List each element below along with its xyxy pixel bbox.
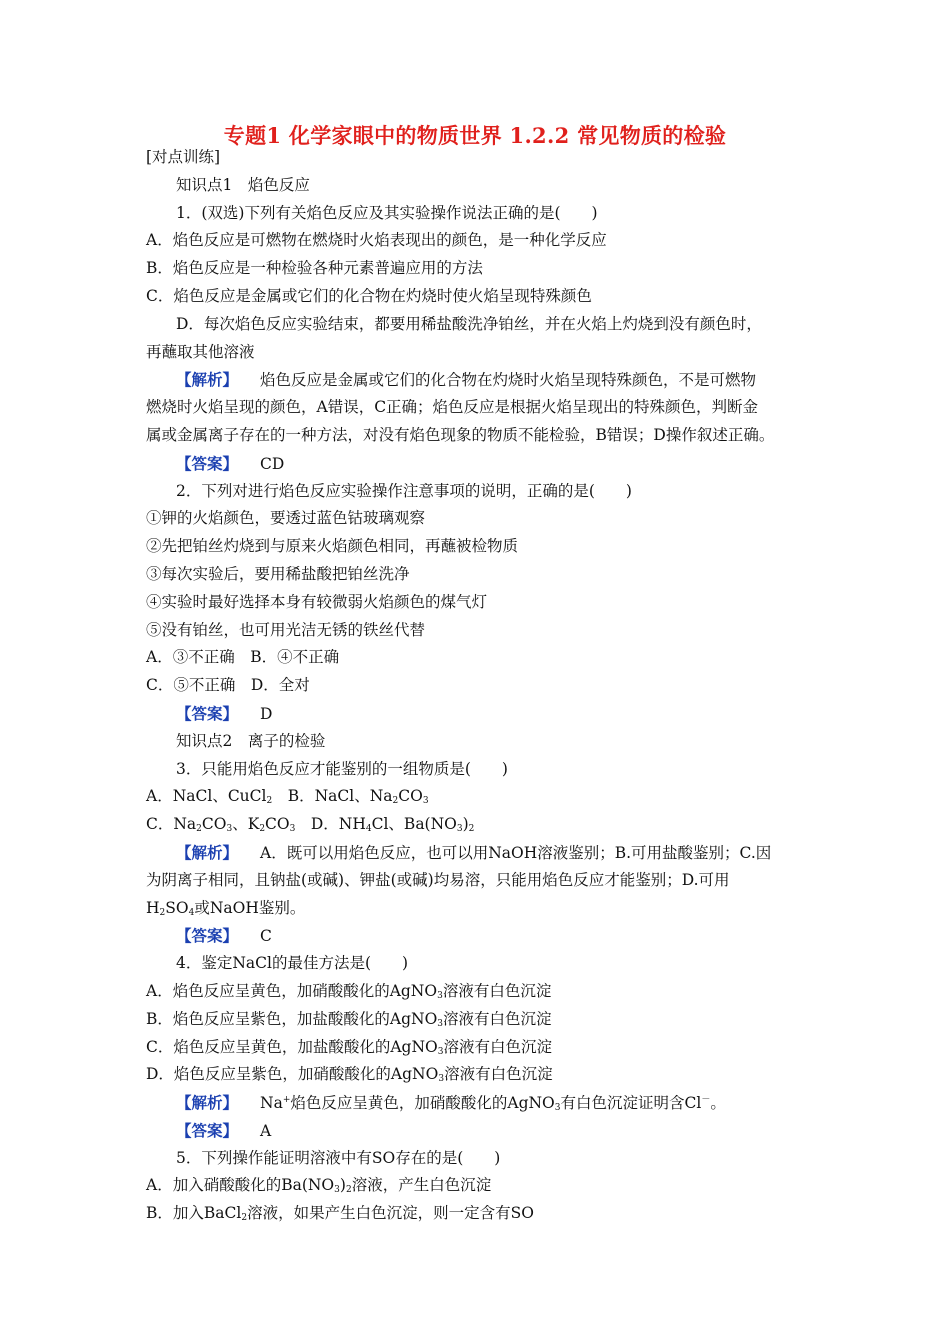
- q1-analysis: 【解析】 焰色反应是金属或它们的化合物在灼烧时火焰呈现特殊颜色，不是可燃物: [176, 370, 757, 390]
- q1-option-d-cont: 再蘸取其他溶液: [146, 342, 255, 361]
- q1-option-a: A．焰色反应是可燃物在燃烧时火焰表现出的颜色，是一种化学反应: [146, 231, 607, 250]
- q1-option-b: B．焰色反应是一种检验各种元素普遍应用的方法: [146, 259, 483, 278]
- q4-option-d: D．焰色反应呈紫色，加硝酸酸化的AgNO$_3$溶液有白色沉淀: [146, 1065, 553, 1085]
- q2-item-2: ②先把铂丝灼烧到与原来火焰颜色相同，再蘸被检物质: [146, 537, 519, 556]
- q3-stem: 3．只能用焰色反应才能鉴别的一组物质是( ): [176, 759, 508, 778]
- q1-option-d: D．每次焰色反应实验结束，都要用稀盐酸洗净铂丝，并在火焰上灼烧到没有颜色时，: [176, 314, 762, 333]
- q2-item-3: ③每次实验后，要用稀盐酸把铂丝洗净: [146, 564, 410, 583]
- q2-options-ab: A．③不正确 B．④不正确: [146, 648, 340, 667]
- q2-answer: 【答案】 D: [176, 703, 273, 723]
- analysis-label: 【解析】: [176, 842, 239, 862]
- q2-item-4: ④实验时最好选择本身有较微弱火焰颜色的煤气灯: [146, 592, 488, 611]
- q3-analysis-cont-2: $H_2SO_4$或NaOH鉴别。: [146, 898, 306, 918]
- q4-answer: 【答案】 A: [176, 1120, 272, 1140]
- section-heading: [对点训练]: [146, 148, 221, 166]
- q5-stem: 5．下列操作能证明溶液中有SO存在的是( ): [176, 1148, 501, 1167]
- q2-options-cd: C．⑤不正确 D．全对: [146, 676, 310, 695]
- analysis-label: 【解析】: [176, 370, 239, 390]
- q2-stem: 2．下列对进行焰色反应实验操作注意事项的说明，正确的是( ): [176, 481, 632, 500]
- q3-options-cd: C．$Na_2CO_3$、$K_2CO_3$ D．$NH_4Cl$、$Ba(NO_3)_2$: [146, 815, 475, 835]
- q3-options-ab: A．NaCl、CuCl$_2$ B．NaCl、$Na_2CO_3$: [146, 787, 429, 807]
- q1-analysis-cont-2: 属或金属离子存在的一种方法，对没有焰色现象的物质不能检验，B错误；D操作叙述正确。: [146, 425, 775, 444]
- q5-option-a: A．加入硝酸酸化的$Ba(NO_3)_2$溶液，产生白色沉淀: [146, 1176, 492, 1196]
- q4-analysis: 【解析】 Na+焰色反应呈黄色，加硝酸酸化的AgNO$_3$有白色沉淀证明含Cl－。: [176, 1093, 726, 1114]
- knowledge-point-1: 知识点1 焰色反应: [176, 175, 310, 194]
- q3-analysis: 【解析】 A．既可以用焰色反应，也可以用NaOH溶液鉴别；B.可用盐酸鉴别；C.因: [176, 842, 772, 862]
- q1-stem: 1．(双选)下列有关焰色反应及其实验操作说法正确的是( ): [176, 203, 598, 222]
- q1-answer: 【答案】 CD: [176, 453, 285, 473]
- q2-item-5: ⑤没有铂丝，也可用光洁无锈的铁丝代替: [146, 620, 426, 639]
- q4-stem: 4．鉴定NaCl的最佳方法是( ): [176, 954, 409, 973]
- answer-label: 【答案】: [176, 453, 239, 473]
- answer-label: 【答案】: [176, 703, 239, 723]
- q2-item-1: ①钾的火焰颜色，要透过蓝色钴玻璃观察: [146, 509, 426, 528]
- q5-option-b: B．加入BaCl$_2$溶液，如果产生白色沉淀，则一定含有SO: [146, 1204, 534, 1224]
- answer-label: 【答案】: [176, 1120, 239, 1140]
- analysis-label: 【解析】: [176, 1093, 239, 1113]
- q4-option-a: A．焰色反应呈黄色，加硝酸酸化的AgNO$_3$溶液有白色沉淀: [146, 981, 552, 1001]
- q1-analysis-cont-1: 燃烧时火焰呈现的颜色，A错误，C正确；焰色反应是根据火焰呈现出的特殊颜色，判断金: [146, 398, 759, 417]
- knowledge-point-2: 知识点2 离子的检验: [176, 731, 326, 750]
- q3-answer: 【答案】 C: [176, 926, 272, 946]
- document-body: [0, 144, 950, 1228]
- q4-option-b: B．焰色反应呈紫色，加盐酸酸化的AgNO$_3$溶液有白色沉淀: [146, 1009, 552, 1029]
- answer-label: 【答案】: [176, 926, 239, 946]
- q4-option-c: C．焰色反应呈黄色，加盐酸酸化的AgNO$_3$溶液有白色沉淀: [146, 1037, 552, 1057]
- q3-analysis-cont-1: 为阴离子相同，且钠盐(或碱)、钾盐(或碱)均易溶，只能用焰色反应才能鉴别；D.可用: [146, 870, 730, 889]
- q1-option-c: C．焰色反应是金属或它们的化合物在灼烧时使火焰呈现特殊颜色: [146, 286, 592, 305]
- document-title: 专题1 化学家眼中的物质世界 1.2.2 常见物质的检验: [223, 123, 727, 148]
